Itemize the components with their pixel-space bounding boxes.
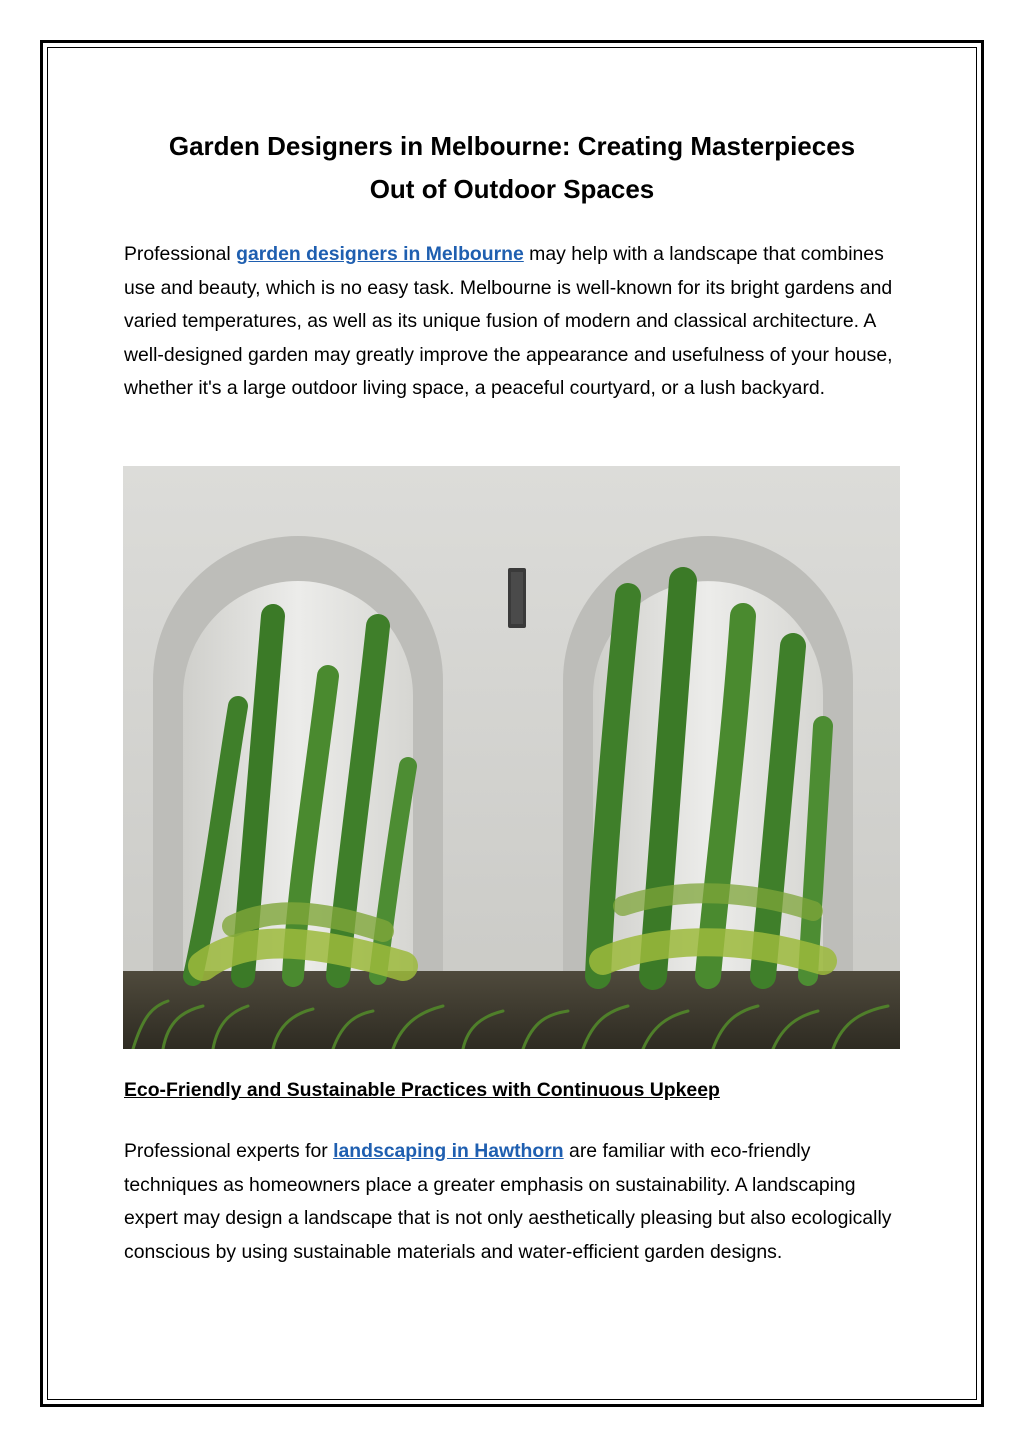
page-title	[110, 125, 914, 211]
sustainability-text-start: Professional experts for	[124, 1140, 334, 1162]
sustainability-paragraph	[124, 1135, 909, 1269]
landscaping-hawthorn-link[interactable]: landscaping in Hawthorn	[333, 1140, 564, 1162]
intro-paragraph	[124, 238, 909, 406]
garden-arches-photo	[123, 466, 900, 1049]
intro-text-start: Professional	[124, 243, 237, 265]
garden-designers-link[interactable]: garden designers in Melbourne	[236, 243, 524, 265]
intro-text-rest: may help with a landscape that combines use and beauty, which is no easy task. Melbourne is well-known for its bright gardens and varied temperatures, as well as its unique fusion of modern and classical architecture. A well-designed garden may greatly improve the appearance and usefulness of your house, whether it's a large outdoor living space, a peaceful courtyard, or a lush backyard.	[124, 243, 893, 400]
title-line-2: Out of Outdoor Spaces	[369, 174, 655, 204]
section-heading: Eco-Friendly and Sustainable Practices with Continuous Upkeep	[124, 1079, 720, 1101]
sustainability-text-rest: are familiar with eco-friendly techniques as homeowners place a greater emphasis on sustainability. A landscaping expert may design a landscape that is not only aesthetically pleasing but also ecologically conscious by using sustainable materials and water-efficient garden designs.	[124, 1140, 892, 1263]
title-line-1: Garden Designers in Melbourne: Creating Masterpieces	[168, 131, 856, 161]
